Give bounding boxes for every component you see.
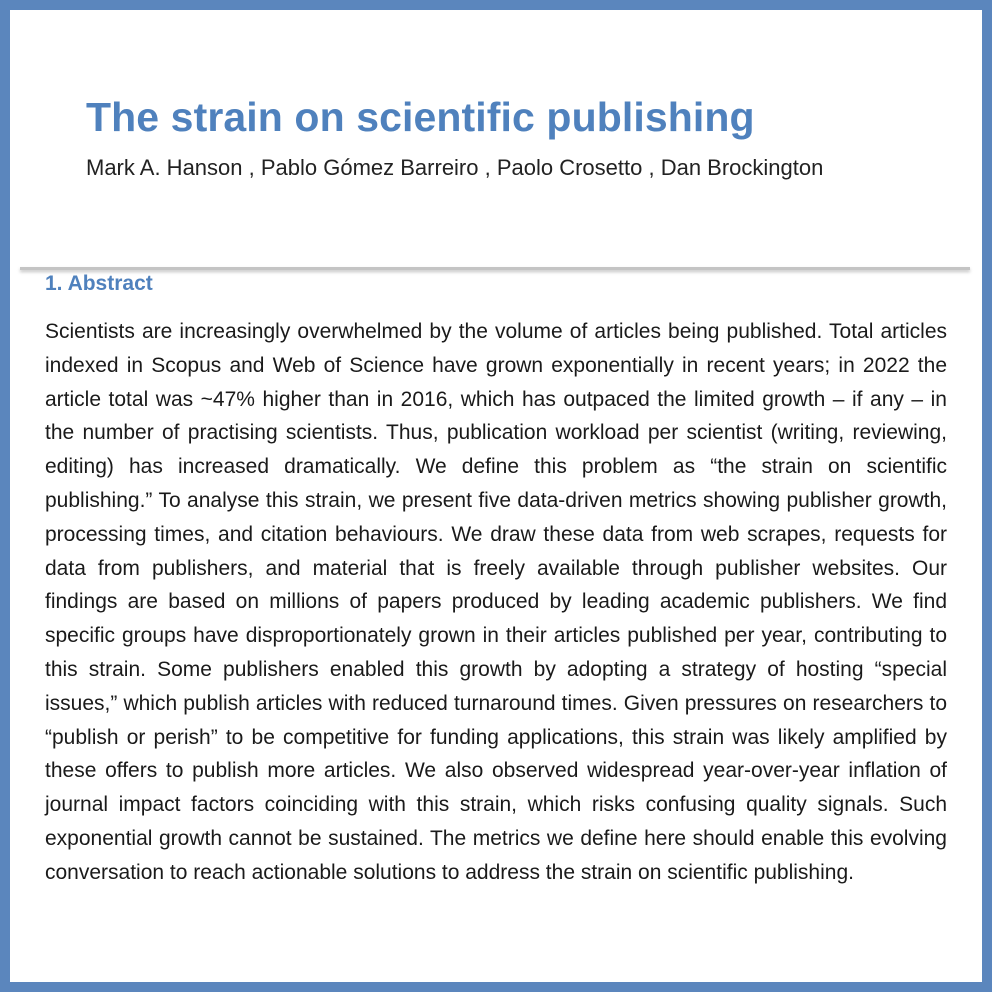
author-list: Mark A. Hanson , Pablo Gómez Barreiro , Paolo Crosetto , Dan Brockington [86, 155, 824, 180]
section-heading-abstract: 1. Abstract [45, 272, 153, 295]
paper-title: The strain on scientific publishing [86, 94, 755, 140]
header-divider [20, 267, 970, 270]
abstract-body: Scientists are increasingly overwhelmed by the volume of articles being published. Total articles indexed in Scopus and Web of Science have grown exponentially in recent years; in 2022 the article total was ~47% higher than in 2016, which has outpaced the limited growth – if any – in the number of practising scientists. Thus, publication workload per scientist (writing, reviewing, editing) has increased dramatically. We define this problem as “the strain on scientific publishing.” To analyse this strain, we present five data-driven metrics showing publisher growth, processing times, and citation behaviours. We draw these data from web scrapes, requests for data from publishers, and material that is freely available through publisher websites. Our findings are based on millions of papers produced by leading academic publishers. We find specific groups have disproportionately grown in their articles published per year, contributing to this strain. Some publishers enabled this growth by adopting a strategy of hosting “special issues,” which publish articles with reduced turnaround times. Given pressures on researchers to “publish or perish” to be competitive for funding applications, this strain was likely amplified by these offers to publish more articles. We also observed widespread year-over-year inflation of journal impact factors coinciding with this strain, which risks confusing quality signals. Such exponential growth cannot be sustained. The metrics we define here should enable this evolving conversation to reach actionable solutions to address the strain on scientific publishing. [45, 320, 947, 884]
paper-header [10, 10, 982, 268]
